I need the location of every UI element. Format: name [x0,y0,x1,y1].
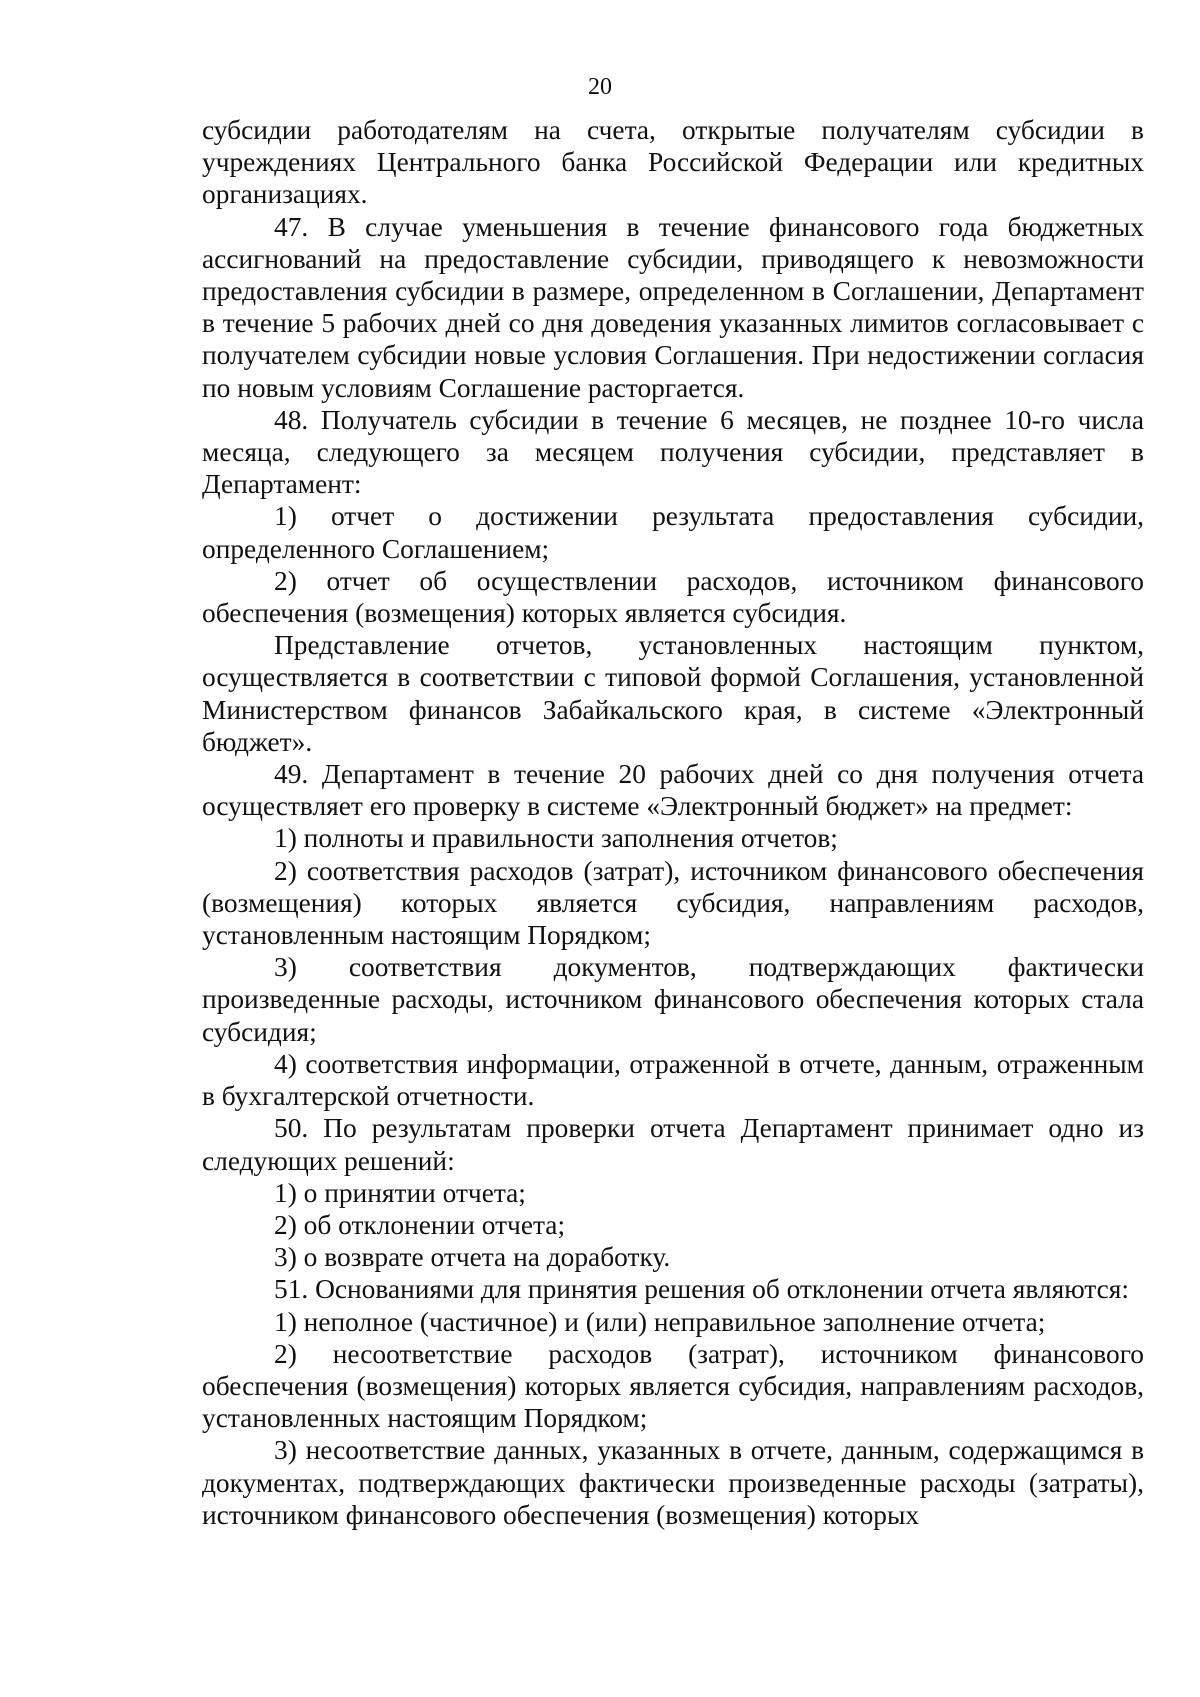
paragraph: 2) соответствия расходов (затрат), источником финансового обеспечения (возмещения) которых является субсидия, направлениям расходов, установленным настоящим Порядком; [202,855,1144,951]
page-number: 20 [588,74,612,100]
paragraph: 49. Департамент в течение 20 рабочих дней со дня получения отчета осуществляет его проверку в системе «Электронный бюджет» на предмет: [202,759,1144,822]
paragraph: 4) соответствия информации, отраженной в отчете, данным, отраженным в бухгалтерской отчетности. [202,1048,1144,1112]
paragraph: Представление отчетов, установленных настоящим пунктом, осуществляется в соответствии с типовой формой Соглашения, установленной Министерством финансов Забайкальского края, в системе «Электронный бюджет». [202,630,1144,757]
paragraph: 50. По результатам проверки отчета Департамент принимает одно из следующих решений: [202,1113,1144,1176]
paragraph: 1) неполное (частичное) и (или) неправильное заполнение отчета; [274,1306,1046,1337]
paragraph: 2) несоответствие расходов (затрат), источником финансового обеспечения (возмещения) которых является субсидия, направлениям расходов, установленных настоящим Порядком; [202,1338,1144,1434]
paragraph: субсидии работодателям на счета, открытые получателям субсидии в учреждениях Центрального банка Российской Федерации или кредитных организациях. [202,115,1144,210]
paragraph: 2) отчет об осуществлении расходов, источником финансового обеспечения (возмещения) которых является субсидия. [202,565,1144,629]
paragraph: 47. В случае уменьшения в течение финансового года бюджетных ассигнований на предоставление субсидии, приводящего к невозможности предоставления субсидии в размере, определенном в Соглашении, Департамент в течение 5 рабочих дней со дня доведения указанных лимитов согласовывает с получателем субсидии новые условия Соглашения. При недостижении согласия по новым условиям Соглашение расторгается. [202,211,1144,403]
paragraph: 1) о принятии отчета; [274,1177,526,1208]
document-body [202,114,1144,1531]
paragraph: 1) полноты и правильности заполнения отчетов; [274,823,838,854]
paragraph: 3) соответствия документов, подтверждающих фактически произведенные расходы, источником финансового обеспечения которых стала субсидия; [202,952,1144,1047]
paragraph: 3) несоответствие данных, указанных в отчете, данным, содержащимся в документах, подтверждающих фактически произведенные расходы (затраты), источником финансового обеспечения (возмещения) которых [202,1435,1144,1530]
paragraph: 1) отчет о достижении результата предоставления субсидии, определенного Соглашением; [202,501,1144,564]
paragraph: 51. Основаниями для принятия решения об отклонении отчета являются: [274,1274,1129,1305]
paragraph: 2) об отклонении отчета; [274,1209,566,1240]
paragraph: 3) о возврате отчета на доработку. [274,1242,671,1273]
paragraph: 48. Получатель субсидии в течение 6 месяцев, не позднее 10-го числа месяца, следующего за месяцем получения субсидии, представляет в Департамент: [202,404,1144,500]
